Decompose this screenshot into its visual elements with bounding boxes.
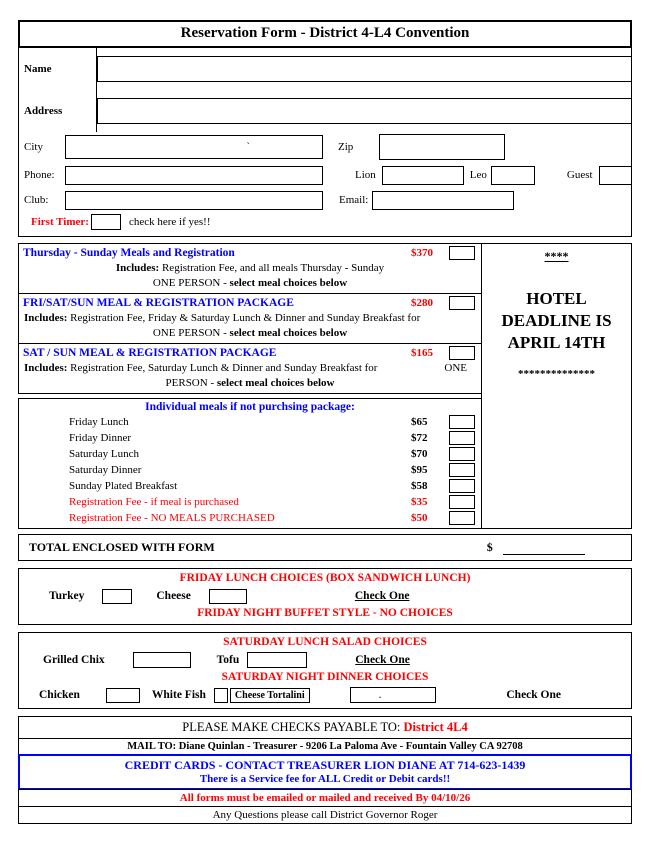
saturday-dinner-header: SATURDAY NIGHT DINNER CHOICES xyxy=(221,671,429,683)
city-row xyxy=(19,132,631,162)
saturday-choices-box xyxy=(18,632,632,709)
footer-section xyxy=(18,716,632,824)
package-fri-sat-sun xyxy=(19,293,481,343)
meal-label: Friday Dinner xyxy=(69,432,132,444)
city-input[interactable]: ` xyxy=(65,135,323,159)
credit-cards-row xyxy=(18,754,632,790)
meal-label: Friday Lunch xyxy=(69,416,129,428)
turkey-checkbox[interactable] xyxy=(102,589,132,604)
includes-label: Includes: xyxy=(115,262,160,274)
meal-row-sunday-breakfast xyxy=(19,478,481,494)
checks-payee: District 4L4 xyxy=(403,720,468,734)
package-title: SAT / SUN MEAL & REGISTRATION PACKAGE xyxy=(23,347,277,359)
meal-label: Sunday Plated Breakfast xyxy=(69,480,178,492)
friday-choices-box xyxy=(18,568,632,625)
meal-label: Registration Fee - if meal is purchased xyxy=(69,496,239,508)
total-row xyxy=(18,534,632,561)
select-line-bold: select meal choices below xyxy=(229,277,348,289)
meal-checkbox[interactable] xyxy=(449,415,475,429)
hotel-line2: DEADLINE IS xyxy=(501,311,612,330)
meal-checkbox[interactable] xyxy=(449,495,475,509)
guest-label: Guest xyxy=(566,169,593,181)
meal-price: $35 xyxy=(411,496,428,508)
white-fish-checkbox[interactable] xyxy=(214,688,228,703)
leo-label: Leo xyxy=(469,169,487,181)
package-checkbox[interactable] xyxy=(449,296,475,310)
cheese-checkbox[interactable] xyxy=(209,589,247,604)
cheese-tortalini-checkbox[interactable]: . xyxy=(350,687,436,703)
reservation-form xyxy=(18,20,632,824)
select-line-bold: select meal choices below xyxy=(216,377,335,389)
page-title: Reservation Form - District 4-L4 Convention xyxy=(18,20,632,48)
package-sat-sun xyxy=(19,343,481,393)
address-input[interactable] xyxy=(97,98,632,124)
mid-section xyxy=(18,243,632,529)
meal-checkbox[interactable] xyxy=(449,511,475,525)
select-line-pre: PERSON - xyxy=(165,377,217,389)
package-select-line xyxy=(19,326,481,341)
meal-price: $70 xyxy=(411,448,428,460)
package-title: Thursday - Sunday Meals and Registration xyxy=(23,247,235,259)
package-includes xyxy=(19,311,481,326)
meal-price: $50 xyxy=(411,512,428,524)
zip-input[interactable] xyxy=(379,134,505,160)
white-fish-label: White Fish xyxy=(151,689,206,701)
meal-price: $65 xyxy=(411,416,428,428)
saturday-dinner-options-row xyxy=(19,685,631,705)
friday-buffet-note: FRIDAY NIGHT BUFFET STYLE - NO CHOICES xyxy=(197,607,453,619)
saturday-lunch-check-one-label: Check One xyxy=(355,654,410,666)
meal-row-friday-dinner xyxy=(19,430,481,446)
tofu-checkbox[interactable] xyxy=(247,652,307,668)
checks-payable-prefix: PLEASE MAKE CHECKS PAYABLE TO: xyxy=(182,720,404,734)
cheese-label: Cheese xyxy=(156,590,191,602)
packages-column xyxy=(18,243,482,529)
email-label: Email: xyxy=(339,194,369,206)
stars-bottom: ************** xyxy=(518,368,595,380)
chicken-label: Chicken xyxy=(39,689,80,701)
hotel-deadline-box xyxy=(481,243,632,529)
address-label: Address xyxy=(19,90,97,132)
meal-price: $58 xyxy=(411,480,428,492)
questions-row: Any Questions please call District Governor Roger xyxy=(18,806,632,824)
first-timer-checkbox[interactable] xyxy=(91,214,121,230)
hotel-line3: APRIL 14TH xyxy=(507,333,606,352)
turkey-label: Turkey xyxy=(49,590,85,602)
includes-text: Registration Fee, Saturday Lunch & Dinner and Sunday Breakfast for xyxy=(67,362,378,374)
grilled-chix-label: Grilled Chix xyxy=(43,654,105,666)
package-price: $165 xyxy=(411,347,433,359)
meal-row-registration-fee xyxy=(19,494,481,510)
meal-checkbox[interactable] xyxy=(449,431,475,445)
includes-text: Registration Fee, and all meals Thursday - Sunday xyxy=(159,262,385,274)
meal-row-saturday-lunch xyxy=(19,446,481,462)
includes-wrap xyxy=(24,361,377,376)
meal-row-friday-lunch xyxy=(19,414,481,430)
club-label: Club: xyxy=(24,194,49,206)
hotel-deadline-text xyxy=(482,288,631,354)
contact-section xyxy=(18,47,632,237)
package-select-line xyxy=(19,376,481,391)
email-input[interactable] xyxy=(372,191,514,210)
package-includes xyxy=(19,261,481,276)
friday-options-row xyxy=(19,586,631,606)
forms-deadline-row: All forms must be emailed or mailed and received By 04/10/26 xyxy=(18,789,632,807)
zip-label: Zip xyxy=(338,141,354,153)
phone-row xyxy=(19,162,631,188)
meal-label: Registration Fee - NO MEALS PURCHASED xyxy=(69,512,275,524)
select-line-pre: ONE PERSON - xyxy=(152,327,230,339)
stars-top: **** xyxy=(544,249,569,263)
chicken-checkbox[interactable] xyxy=(106,688,140,703)
friday-check-one-label: Check One xyxy=(354,590,410,602)
hotel-line1: HOTEL xyxy=(526,289,587,308)
credit-fee-line: There is a Service fee for ALL Credit or Debit cards!! xyxy=(199,773,451,785)
phone-input[interactable] xyxy=(65,166,323,185)
name-row xyxy=(19,48,631,90)
meal-label: Saturday Lunch xyxy=(69,448,139,460)
meal-checkbox[interactable] xyxy=(449,479,475,493)
select-line-pre: ONE PERSON - xyxy=(152,277,230,289)
meal-row-saturday-dinner xyxy=(19,462,481,478)
guest-input[interactable] xyxy=(599,166,632,185)
lion-input[interactable] xyxy=(382,166,464,185)
package-checkbox[interactable] xyxy=(449,246,475,260)
select-line-bold: select meal choices below xyxy=(229,327,348,339)
package-header xyxy=(19,345,481,361)
credit-contact-line: CREDIT CARDS - CONTACT TREASURER LION DIANE AT 714-623-1439 xyxy=(124,758,526,772)
package-thursday-sunday xyxy=(19,244,481,293)
individual-meals-box xyxy=(18,398,482,529)
first-timer-row xyxy=(19,212,631,232)
package-title: FRI/SAT/SUN MEAL & REGISTRATION PACKAGE xyxy=(23,297,294,309)
includes-text: Registration Fee, Friday & Saturday Lunch & Dinner and Sunday Breakfast for xyxy=(67,312,421,324)
includes-label: Includes: xyxy=(24,312,68,324)
meal-row-registration-no-meals xyxy=(19,510,481,526)
club-row xyxy=(19,188,631,212)
mail-to-row: MAIL TO: Diane Quinlan - Treasurer - 9206 La Paloma Ave - Fountain Valley CA 92708 xyxy=(18,738,632,755)
package-select-line xyxy=(19,276,481,291)
saturday-lunch-options-row xyxy=(19,650,631,670)
leo-input[interactable] xyxy=(491,166,535,185)
currency-symbol: $ xyxy=(486,540,493,554)
package-includes xyxy=(19,361,481,376)
first-timer-note: check here if yes!! xyxy=(128,216,211,228)
address-row xyxy=(19,90,631,132)
package-price: $280 xyxy=(411,297,433,309)
name-input[interactable] xyxy=(97,56,632,82)
package-price: $370 xyxy=(411,247,433,259)
includes-label: Includes: xyxy=(24,362,68,374)
friday-lunch-header: FRIDAY LUNCH CHOICES (BOX SANDWICH LUNCH) xyxy=(179,572,471,584)
meal-checkbox[interactable] xyxy=(449,447,475,461)
checks-payable-row xyxy=(18,716,632,739)
saturday-lunch-header: SATURDAY LUNCH SALAD CHOICES xyxy=(223,636,427,648)
meal-checkbox[interactable] xyxy=(449,463,475,477)
cheese-tortalini-label: Cheese Tortalini xyxy=(230,688,310,703)
includes-suffix: ONE xyxy=(444,362,467,374)
package-header xyxy=(19,295,481,311)
meal-label: Saturday Dinner xyxy=(69,464,142,476)
tofu-label: Tofu xyxy=(216,654,240,666)
total-label: TOTAL ENCLOSED WITH FORM xyxy=(29,540,215,554)
individual-meals-header: Individual meals if not purchsing package: xyxy=(145,401,355,413)
package-header xyxy=(19,245,481,261)
saturday-dinner-check-one-label: Check One xyxy=(506,689,561,701)
name-label: Name xyxy=(19,48,97,90)
packages-box xyxy=(18,243,482,394)
first-timer-label: First Timer: xyxy=(31,216,89,228)
grilled-chix-checkbox[interactable] xyxy=(133,652,191,668)
meal-price: $72 xyxy=(411,432,428,444)
phone-label: Phone: xyxy=(24,169,55,181)
club-input[interactable] xyxy=(65,191,323,210)
lion-label: Lion xyxy=(355,169,376,181)
meal-price: $95 xyxy=(411,464,428,476)
total-amount-input[interactable] xyxy=(503,540,585,555)
package-checkbox[interactable] xyxy=(449,346,475,360)
city-label: City xyxy=(24,141,43,153)
